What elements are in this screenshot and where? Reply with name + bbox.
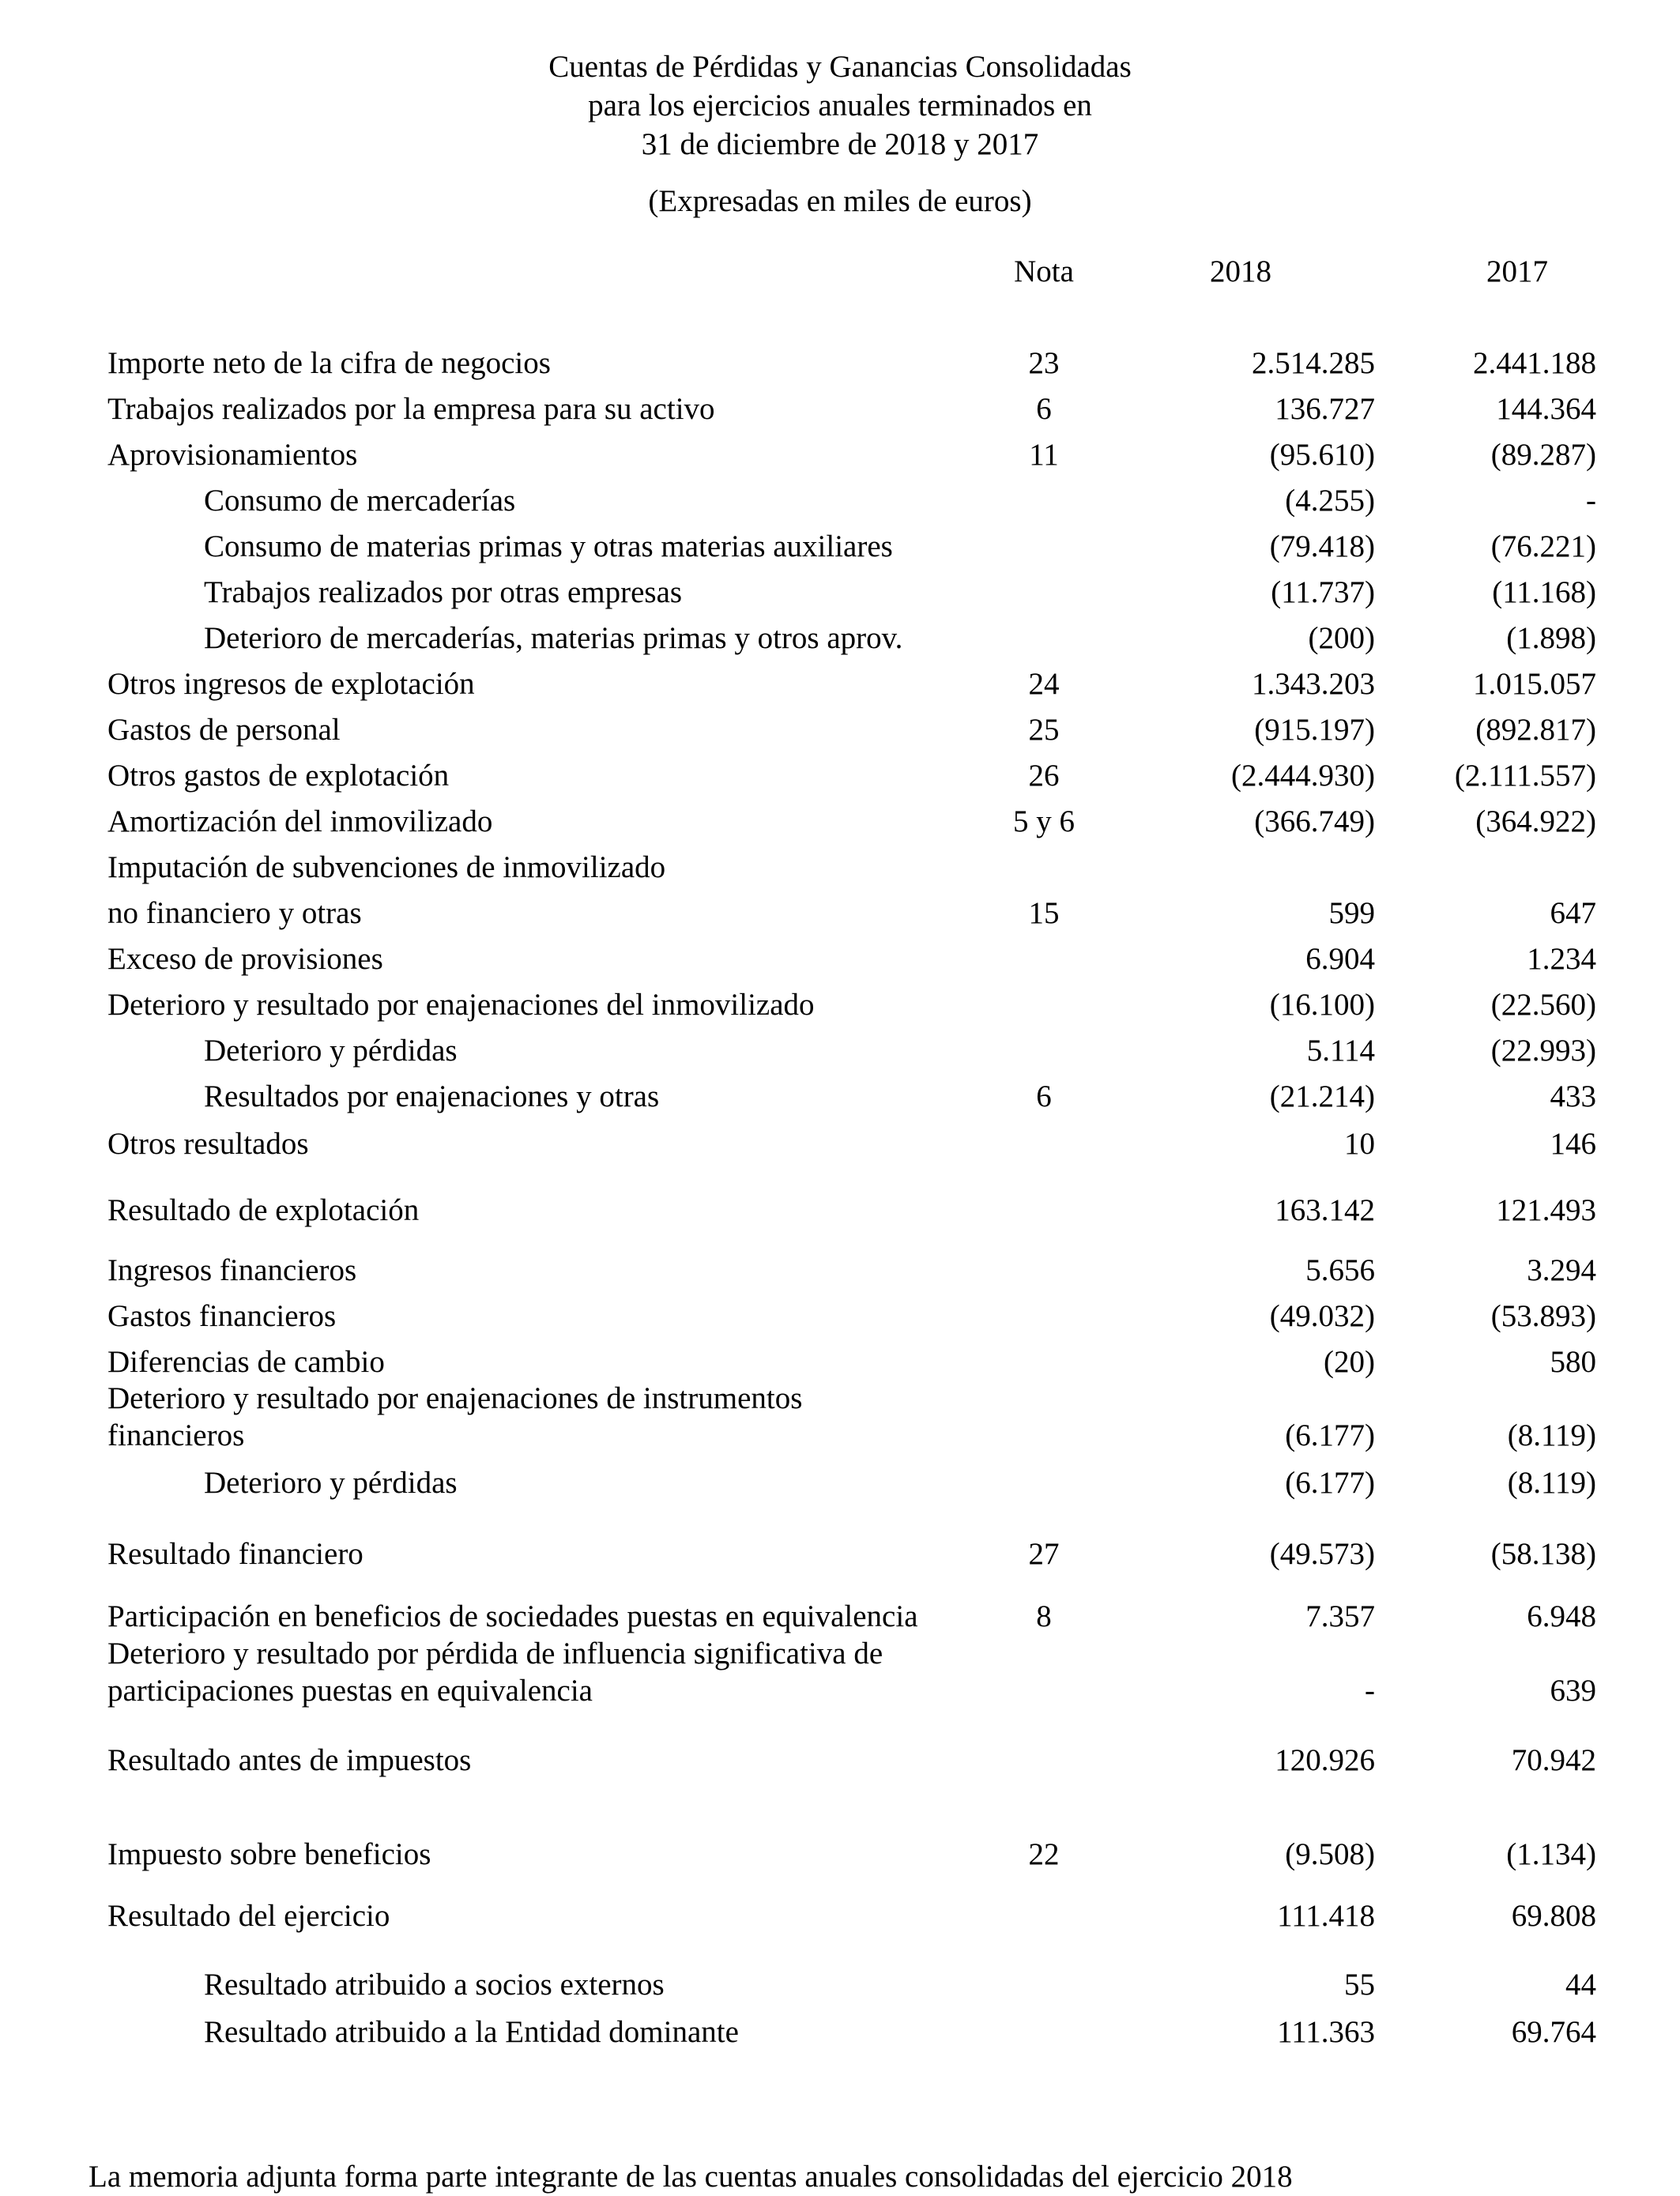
row-value-2017: 70.942	[1511, 1743, 1596, 1777]
table-row	[0, 1836, 1680, 1874]
row-label: Resultado de explotación	[107, 1193, 420, 1227]
row-value-2017: (11.168)	[1492, 575, 1596, 609]
row-value-2017: 1.234	[1527, 942, 1596, 976]
row-value-2017: (364.922)	[1475, 804, 1596, 838]
table-row	[0, 528, 1680, 566]
row-value-2018: 1.343.203	[1252, 667, 1375, 701]
row-value-2018: 111.363	[1277, 2015, 1375, 2049]
row-label: Deterioro y pérdidas	[204, 1466, 458, 1500]
table-row	[0, 620, 1680, 657]
row-nota: 15	[1028, 896, 1060, 930]
title-line-3: 31 de diciembre de 2018 y 2017	[641, 127, 1039, 161]
row-value-2018: (20)	[1324, 1345, 1375, 1379]
row-value-2017: 647	[1550, 896, 1596, 930]
row-nota: 22	[1028, 1837, 1060, 1871]
row-label: financieros	[107, 1418, 245, 1452]
column-header-nota: Nota	[1014, 254, 1074, 288]
row-label: Amortización del inmovilizado	[107, 804, 493, 838]
row-label: Deterioro y resultado por enajenaciones del inmovilizado	[107, 988, 815, 1022]
row-nota: 26	[1028, 759, 1060, 793]
row-label: Participación en beneficios de sociedades puestas en equivalencia	[107, 1599, 918, 1633]
table-row	[0, 1192, 1680, 1230]
row-value-2017: (58.138)	[1490, 1537, 1596, 1571]
row-label: no financiero y otras	[107, 896, 362, 930]
row-value-2017: 69.764	[1511, 2015, 1596, 2049]
row-label: Diferencias de cambio	[107, 1345, 385, 1379]
row-value-2018: (6.177)	[1285, 1418, 1375, 1452]
table-row	[0, 1417, 1680, 1455]
row-value-2017: (8.119)	[1507, 1418, 1596, 1452]
table-row	[0, 1966, 1680, 2004]
row-nota: 5 y 6	[1013, 804, 1075, 838]
row-value-2018: 599	[1328, 896, 1375, 930]
table-row	[0, 757, 1680, 795]
row-value-2017: (89.287)	[1490, 438, 1596, 472]
row-value-2018: (4.255)	[1285, 484, 1375, 518]
title-line-1: Cuentas de Pérdidas y Ganancias Consolidadas	[548, 50, 1132, 84]
table-row	[0, 665, 1680, 703]
row-value-2018: (95.610)	[1269, 438, 1375, 472]
row-label: Resultado atribuido a socios externos	[204, 1968, 665, 2002]
row-value-2018: (2.444.930)	[1231, 759, 1375, 793]
row-nota: 23	[1028, 346, 1060, 380]
row-value-2018: (200)	[1308, 621, 1375, 655]
row-label: Deterioro y pérdidas	[204, 1034, 458, 1068]
row-label: Gastos financieros	[107, 1299, 337, 1333]
row-value-2017: 144.364	[1496, 392, 1596, 426]
row-label: Importe neto de la cifra de negocios	[107, 346, 551, 380]
row-value-2017: (22.560)	[1490, 988, 1596, 1022]
table-row	[0, 1897, 1680, 1935]
row-value-2017: -	[1586, 484, 1596, 518]
table-row	[0, 1032, 1680, 1070]
table-row	[0, 1742, 1680, 1780]
row-value-2018: 6.904	[1305, 942, 1375, 976]
row-value-2017: 44	[1565, 1968, 1596, 2002]
row-value-2018: (79.418)	[1269, 529, 1375, 563]
row-value-2017: 1.015.057	[1473, 667, 1596, 701]
row-value-2017: 3.294	[1527, 1253, 1596, 1287]
row-label: Resultado del ejercicio	[107, 1899, 390, 1933]
column-header-2018: 2018	[1210, 254, 1271, 288]
row-label: Ingresos financieros	[107, 1253, 357, 1287]
table-row	[0, 711, 1680, 749]
row-label: Otros gastos de explotación	[107, 759, 450, 793]
row-label: Otros ingresos de explotación	[107, 667, 475, 701]
table-row	[0, 1125, 1680, 1163]
table-row	[0, 1252, 1680, 1290]
row-value-2018: (49.032)	[1269, 1299, 1375, 1333]
table-row	[0, 2013, 1680, 2051]
row-value-2018: 136.727	[1275, 392, 1375, 426]
table-row	[0, 1380, 1680, 1418]
table-row	[0, 436, 1680, 474]
row-value-2017: (22.993)	[1490, 1034, 1596, 1068]
row-value-2017: 580	[1550, 1345, 1596, 1379]
footer-note: La memoria adjunta forma parte integrante de las cuentas anuales consolidadas del ejercicio 2018	[89, 2160, 1293, 2194]
row-label: Consumo de materias primas y otras materias auxiliares	[204, 529, 893, 563]
row-label: Deterioro y resultado por enajenaciones de instrumentos	[107, 1381, 803, 1415]
row-value-2018: 163.142	[1275, 1193, 1375, 1227]
row-value-2018: -	[1365, 1674, 1375, 1708]
row-nota: 6	[1036, 392, 1052, 426]
table-row	[0, 1298, 1680, 1335]
subtitle: (Expresadas en miles de euros)	[648, 184, 1032, 218]
row-label: Trabajos realizados por otras empresas	[204, 575, 683, 609]
row-value-2017: (1.898)	[1506, 621, 1596, 655]
column-header-2017: 2017	[1486, 254, 1548, 288]
row-value-2018: (16.100)	[1269, 988, 1375, 1022]
row-nota: 25	[1028, 713, 1060, 747]
table-row	[0, 1598, 1680, 1636]
row-value-2018: 5.656	[1305, 1253, 1375, 1287]
row-label: Gastos de personal	[107, 713, 341, 747]
row-label: Resultado antes de impuestos	[107, 1743, 472, 1777]
row-value-2017: 146	[1550, 1127, 1596, 1161]
row-nota: 24	[1028, 667, 1060, 701]
row-label: Resultado financiero	[107, 1537, 363, 1571]
table-row	[0, 482, 1680, 520]
row-value-2017: 6.948	[1527, 1599, 1596, 1633]
row-value-2018: (49.573)	[1269, 1537, 1375, 1571]
row-label: Impuesto sobre beneficios	[107, 1837, 431, 1871]
row-value-2017: (892.817)	[1475, 713, 1596, 747]
row-label: Trabajos realizados por la empresa para su activo	[107, 392, 715, 426]
row-value-2017: (76.221)	[1490, 529, 1596, 563]
row-value-2018: 2.514.285	[1252, 346, 1375, 380]
row-label: Otros resultados	[107, 1127, 309, 1161]
row-value-2017: 433	[1550, 1079, 1596, 1113]
row-label: Deterioro de mercaderías, materias primas y otros aprov.	[204, 621, 903, 655]
row-value-2018: 55	[1344, 1968, 1375, 2002]
table-row	[0, 849, 1680, 887]
table-row	[0, 1535, 1680, 1573]
table-row	[0, 1343, 1680, 1381]
row-value-2018: (21.214)	[1269, 1079, 1375, 1113]
table-row	[0, 1464, 1680, 1502]
row-nota: 8	[1036, 1599, 1052, 1633]
table-row	[0, 1672, 1680, 1710]
row-label: Resultados por enajenaciones y otras	[204, 1079, 660, 1113]
table-row	[0, 390, 1680, 428]
row-value-2017: 2.441.188	[1473, 346, 1596, 380]
table-row	[0, 986, 1680, 1024]
row-nota: 6	[1036, 1079, 1052, 1113]
row-label: Imputación de subvenciones de inmovilizado	[107, 850, 666, 884]
row-value-2018: (366.749)	[1254, 804, 1375, 838]
title-line-2: para los ejercicios anuales terminados en	[588, 89, 1092, 122]
table-row	[0, 574, 1680, 612]
row-value-2018: 10	[1344, 1127, 1375, 1161]
row-label: participaciones puestas en equivalencia	[107, 1674, 593, 1708]
row-label: Resultado atribuido a la Entidad dominante	[204, 2015, 739, 2049]
row-value-2018: 7.357	[1305, 1599, 1375, 1633]
row-value-2017: 69.808	[1511, 1899, 1596, 1933]
row-value-2018: (6.177)	[1285, 1466, 1375, 1500]
row-label: Consumo de mercaderías	[204, 484, 516, 518]
table-row	[0, 1078, 1680, 1116]
table-row	[0, 1635, 1680, 1673]
row-nota: 11	[1029, 438, 1059, 472]
row-value-2018: 120.926	[1275, 1743, 1375, 1777]
row-value-2017: 121.493	[1496, 1193, 1596, 1227]
row-label: Aprovisionamientos	[107, 438, 358, 472]
table-row	[0, 940, 1680, 978]
row-value-2018: (9.508)	[1285, 1837, 1375, 1871]
row-value-2017: 639	[1550, 1674, 1596, 1708]
row-value-2018: 111.418	[1277, 1899, 1375, 1933]
table-row	[0, 895, 1680, 932]
row-value-2017: (2.111.557)	[1454, 759, 1596, 793]
row-label: Deterioro y resultado por pérdida de influencia significativa de	[107, 1637, 883, 1671]
row-value-2018: (915.197)	[1254, 713, 1375, 747]
row-value-2018: (11.737)	[1271, 575, 1375, 609]
row-value-2017: (1.134)	[1506, 1837, 1596, 1871]
row-value-2018: 5.114	[1306, 1034, 1375, 1068]
row-value-2017: (53.893)	[1490, 1299, 1596, 1333]
table-row	[0, 803, 1680, 841]
row-nota: 27	[1028, 1537, 1060, 1571]
row-value-2017: (8.119)	[1507, 1466, 1596, 1500]
row-label: Exceso de provisiones	[107, 942, 383, 976]
table-row	[0, 345, 1680, 382]
